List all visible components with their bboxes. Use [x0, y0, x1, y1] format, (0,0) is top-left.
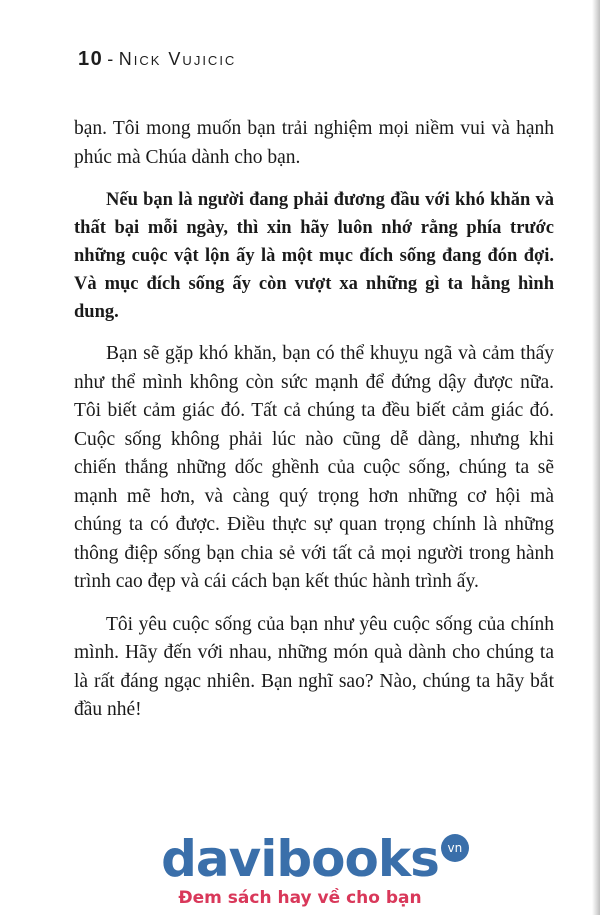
- paragraph-body: Bạn sẽ gặp khó khăn, bạn có thể khuỵu ngã và cảm thấy như thể mình không còn sức mạnh để đứng dậy được nữa. Tôi biết cảm giác đó. Tất cả chúng ta đều biết cảm giác đó. Cuộc sống không phải lúc nào cũng dễ dàng, nhưng khi chiến thắng những dốc ghềnh của cuộc sống, chúng ta sẽ mạnh mẽ hơn, và càng quý trọng hơn những cơ hội mà chúng ta có được. Điều thực sự quan trọng chính là những thông điệp sống bạn chia sẻ với tất cả mọi người trong hành trình cao đẹp và cái cách bạn kết thúc hành trình ấy.: [74, 343, 554, 592]
- author-name: Nick Vujicic: [118, 49, 237, 69]
- brand-tagline: Đem sách hay về cho bạn: [178, 888, 422, 908]
- davibooks-watermark: [0, 832, 600, 908]
- vn-badge: vn: [441, 834, 469, 862]
- brand-logo: [161, 830, 463, 888]
- body-text: [74, 115, 554, 739]
- page-edge-shadow: [592, 0, 600, 915]
- paragraph-continuation: bạn. Tôi mong muốn bạn trải nghiệm mọi niềm vui và hạnh phúc mà Chúa dành cho bạn.: [74, 118, 554, 168]
- brand-name-part1: davi: [161, 830, 277, 888]
- brand-name-part2: books: [276, 830, 439, 888]
- paragraph-emphasis: Nếu bạn là người đang phải đương đầu với khó khăn và thất bại mỗi ngày, thì xin hãy luôn nhớ rằng phía trước những cuộc vật lộn ấy là một mục đích sống đang đón đợi. Và mục đích sống ấy còn vượt xa những gì ta hằng hình dung.: [74, 190, 554, 322]
- page-number: 10: [78, 48, 104, 70]
- running-header: [78, 48, 236, 71]
- header-separator: -: [107, 49, 115, 69]
- paragraph-closing: Tôi yêu cuộc sống của bạn như yêu cuộc sống của chính mình. Hãy đến với nhau, những món quà dành cho chúng ta là rất đáng ngạc nhiên. Bạn nghĩ sao? Nào, chúng ta hãy bắt đầu nhé!: [74, 613, 554, 720]
